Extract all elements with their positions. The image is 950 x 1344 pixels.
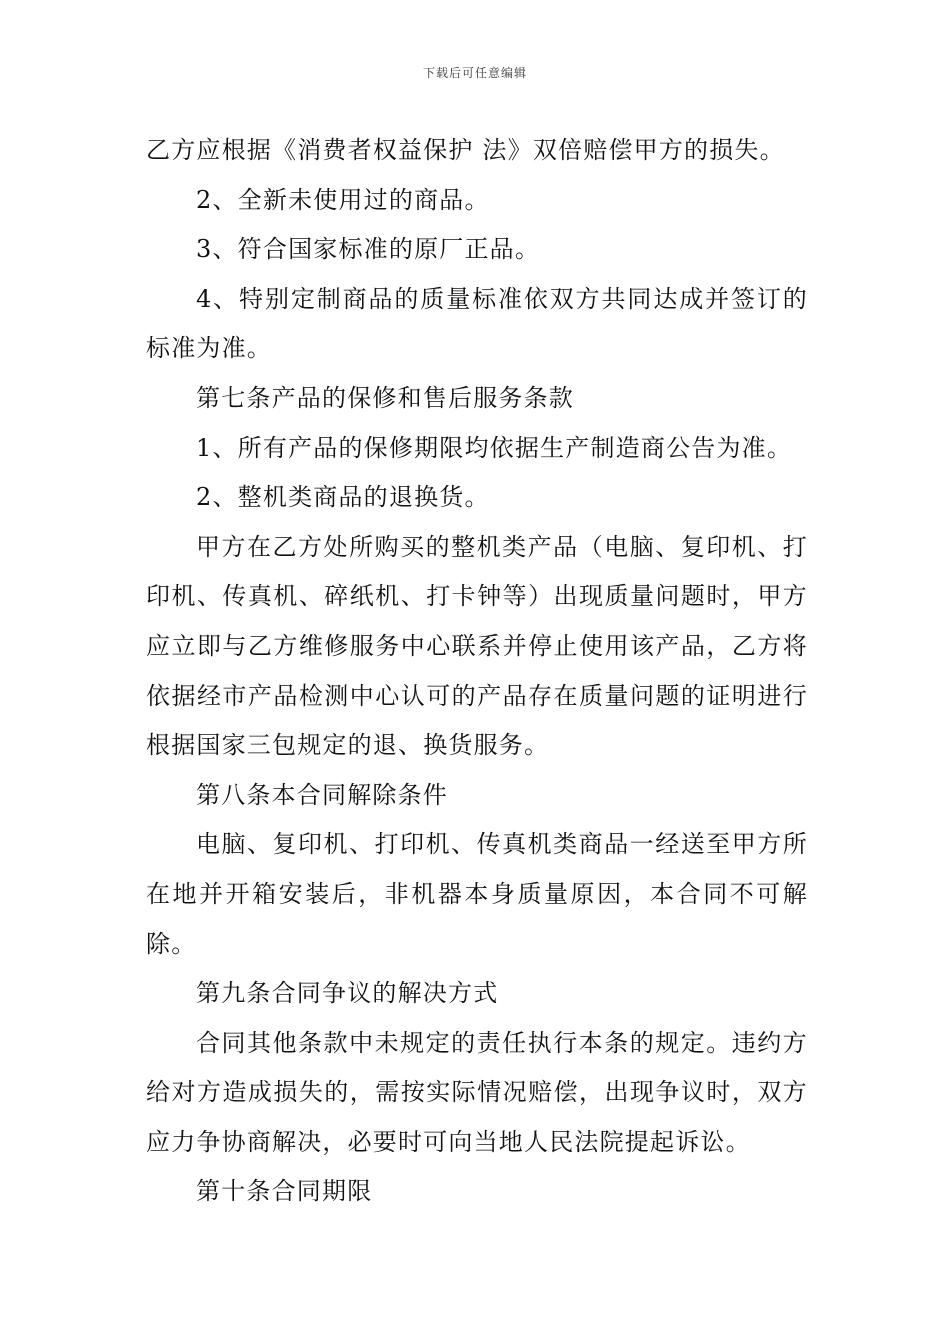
- paragraph: 4、特别定制商品的质量标准依双方共同达成并签订的标准为准。: [146, 284, 808, 363]
- paragraph: 电脑、复印机、打印机、传真机类商品一经送至甲方所在地并开箱安装后，非机器本身质量原因，本合同不可解除。: [146, 830, 808, 958]
- section-heading: 第七条产品的保修和售后服务条款: [196, 383, 574, 412]
- paragraph: 合同其他条款中未规定的责任执行本条的规定。违约方给对方造成损失的，需按实际情况赔偿，出现争议时，双方应力争协商解决，必要时可向当地人民法院提起诉讼。: [146, 1028, 808, 1156]
- paragraph: 甲方在乙方处所购买的整机类产品（电脑、复印机、打印机、传真机、碎纸机、打卡钟等）出现质量问题时，甲方应立即与乙方维修服务中心联系并停止使用该产品，乙方将依据经市产品检测中心认可的产品存在质量问题的证明进行根据国家三包规定的退、换货服务。: [146, 532, 808, 760]
- document-body: [146, 126, 808, 1217]
- paragraph: 2、整机类商品的退换货。: [196, 483, 490, 512]
- paragraph: 2、全新未使用过的商品。: [196, 185, 490, 214]
- page-header: 下载后可任意编辑: [422, 66, 527, 80]
- section-heading: 第八条本合同解除条件: [196, 780, 448, 809]
- paragraph: 1、所有产品的保修期限均依据生产制造商公告为准。: [196, 433, 793, 462]
- paragraph: 3、符合国家标准的原厂正品。: [196, 235, 541, 264]
- paragraph: 乙方应根据《消费者权益保护 法》双倍赔偿甲方的损失。: [146, 136, 785, 164]
- section-heading: 第九条合同争议的解决方式: [196, 979, 499, 1008]
- section-heading: 第十条合同期限: [196, 1177, 373, 1206]
